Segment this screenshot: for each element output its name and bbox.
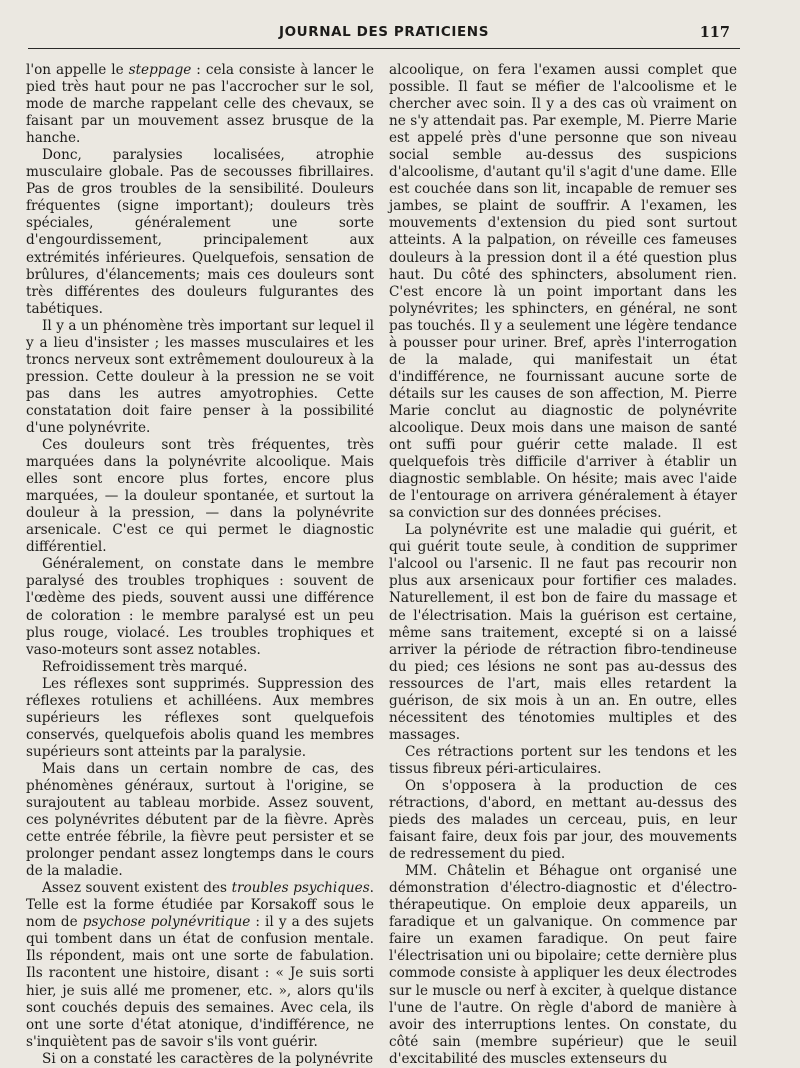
emphasis: steppage bbox=[128, 62, 192, 78]
paragraph: Généralement, on constate dans le membre paralysé des troubles trophiques : souvent de l'œdème des pieds, souvent aussi une différence de coloration : le membre paralysé est un peu plus rouge, violacé. Les troubles trophiques et vaso-moteurs sont assez notables. bbox=[26, 556, 374, 658]
page-number: 117 bbox=[699, 24, 730, 41]
paragraph: MM. Châtelin et Béhague ont organisé une démonstration d'électro-diagnostic et d'électro-thérapeutique. On emploie deux appareils, un faradique et un galvanique. On commence par faire un examen faradique. On peut faire l'électrisation uni ou bipolaire; cette dernière plus commode consiste à appliquer les deux électrodes sur le muscle ou nerf à exciter, à quelque distance l'une de l'autre. On règle d'abord de manière à avoir des interruptions lentes. On constate, du côté sain (membre supérieur) que le seuil d'excitabilité des muscles extenseurs du bbox=[389, 863, 737, 1067]
paragraph: Assez souvent existent des troubles psychiques. Telle est la forme étudiée par Korsakoff sous le nom de psychose polynévritique : il y a des sujets qui tombent dans un état de confusion mentale. Ils répondent, mais ont une sorte de fabulation. Ils racontent une histoire, disant : « Je suis sorti hier, je suis allé me promener, etc. », alors qu'ils sont couchés depuis des semaines. Avec cela, ils ont une sorte d'état atonique, d'indifférence, ne s'inquiètent pas de savoir s'ils vont guérir. bbox=[26, 880, 375, 1050]
right-column bbox=[389, 62, 737, 1068]
emphasis: troubles psychiques bbox=[231, 880, 370, 897]
paragraph: La polynévrite est une maladie qui guérit, et qui guérit toute seule, à condition de supprimer l'alcool ou l'arsenic. Il ne faut pas recourir non plus aux arsenicaux pour fortifier ces malades. Naturellement, il est bon de faire du massage et de l'électrisation. Mais la guérison est certaine, même sans traitement, excepté si on a laissé arriver la période de rétraction fibro-tendineuse du pied; ces lésions ne sont pas au-dessus des ressources de l'art, mais elles retardent la guérison, de six mois à un an. En outre, elles nécessitent des ténotomies multiples et des massages. bbox=[389, 522, 737, 743]
paragraph: Les réflexes sont supprimés. Suppression des réflexes rotuliens et achilléens. Aux membres supérieurs les réflexes sont quelquefois conservés, quelquefois abolis quand les membres supérieurs sont atteints par la paralysie. bbox=[26, 675, 374, 760]
running-header bbox=[28, 20, 740, 49]
paragraph: Ces rétractions portent sur les tendons et les tissus fibreux péri-articulaires. bbox=[389, 743, 737, 777]
journal-title: JOURNAL DES PRATICIENS bbox=[278, 24, 490, 40]
paragraph: Refroidissement très marqué. bbox=[42, 658, 248, 675]
paragraph: Il y a un phénomène très important sur lequel il y a lieu d'insister ; les masses musculaires et les troncs nerveux sont extrêmement douloureux à la pression. Cette douleur à la pression ne se voit pas dans les autres amyotrophies. Cette constatation doit faire penser à la possibilité d'une polynévrite. bbox=[26, 317, 374, 436]
paragraph: Donc, paralysies localisées, atrophie musculaire globale. Pas de secousses fibrillaires. Pas de gros troubles de la sensibilité. Douleurs fréquentes (signe important); douleurs très spéciales, généralement une sorte d'engourdissement, principalement aux extrémités inférieures. Quelquefois, sensation de brûlures, d'élancements; mais ces douleurs sont très différentes des douleurs fulgurantes des tabétiques. bbox=[26, 147, 374, 317]
paragraph: On s'opposera à la production de ces rétractions, d'abord, en mettant au-dessus des pieds des malades un cerceau, puis, en leur faisant faire, deux fois par jour, des mouvements de redressement du pied. bbox=[389, 777, 737, 863]
paragraph: l'on appelle le steppage : cela consiste à lancer le pied très haut pour ne pas l'accrocher sur le sol, mode de marche rappelant celle des chevaux, se faisant par un mouvement assez brusque de la hanche. bbox=[26, 62, 374, 147]
emphasis: psychose polynévritique bbox=[82, 914, 251, 931]
paragraph: alcoolique, on fera l'examen aussi complet que possible. Il faut se méfier de l'alcoolisme et le chercher avec soin. Il y a des cas où vraiment on ne s'y attendait pas. Par exemple, M. Pierre Marie est appelé près d'une personne que son niveau social semble au-dessus des suspicions d'alcoolisme, d'autant qu'il s'agit d'une dame. Elle est couchée dans son lit, incapable de remuer ses jambes, se plaint de souffrir. A l'examen, les mouvements d'extension du pied sont surtout atteints. A la palpation, on réveille ces fameuses douleurs à la pression dont il a été question plus haut. Du côté des sphincters, absolument rien. C'est encore là un point important dans les polynévrites; les sphincters, en général, ne sont pas touchés. Il y a seulement une légère tendance à pousser pour uriner. Bref, après l'interrogation de la malade, qui manifestait un état d'indifférence, ne fournissant aucune sorte de détails sur les causes de son affection, M. Pierre Marie conclut au diagnostic de polynévrite alcoolique. Deux mois dans une maison de santé ont suffi pour guérir cette malade. Il est quelquefois très difficile d'arriver à établir un diagnostic semblable. On hésite; mais avec l'aide de l'entourage on arrivera généralement à étayer sa conviction sur des données précises. bbox=[389, 62, 737, 522]
paragraph: Si on a constaté les caractères de la polynévrite bbox=[42, 1050, 374, 1067]
paragraph: Ces douleurs sont très fréquentes, très marquées dans la polynévrite alcoolique. Mais elles sont encore plus fortes, encore plus marquées, — la douleur spontanée, et surtout la douleur à la pression, — dans la polynévrite arsenicale. C'est ce qui permet le diagnostic différentiel. bbox=[26, 437, 374, 556]
paragraph: Mais dans un certain nombre de cas, des phénomènes généraux, surtout à l'origine, se surajoutent au tableau morbide. Assez souvent, ces polynévrites débutent par de la fièvre. Après cette entrée fébrile, la fièvre peut persister et se prolonger pendant assez longtemps dans le cours de la maladie. bbox=[26, 760, 374, 880]
left-column bbox=[26, 62, 374, 1068]
